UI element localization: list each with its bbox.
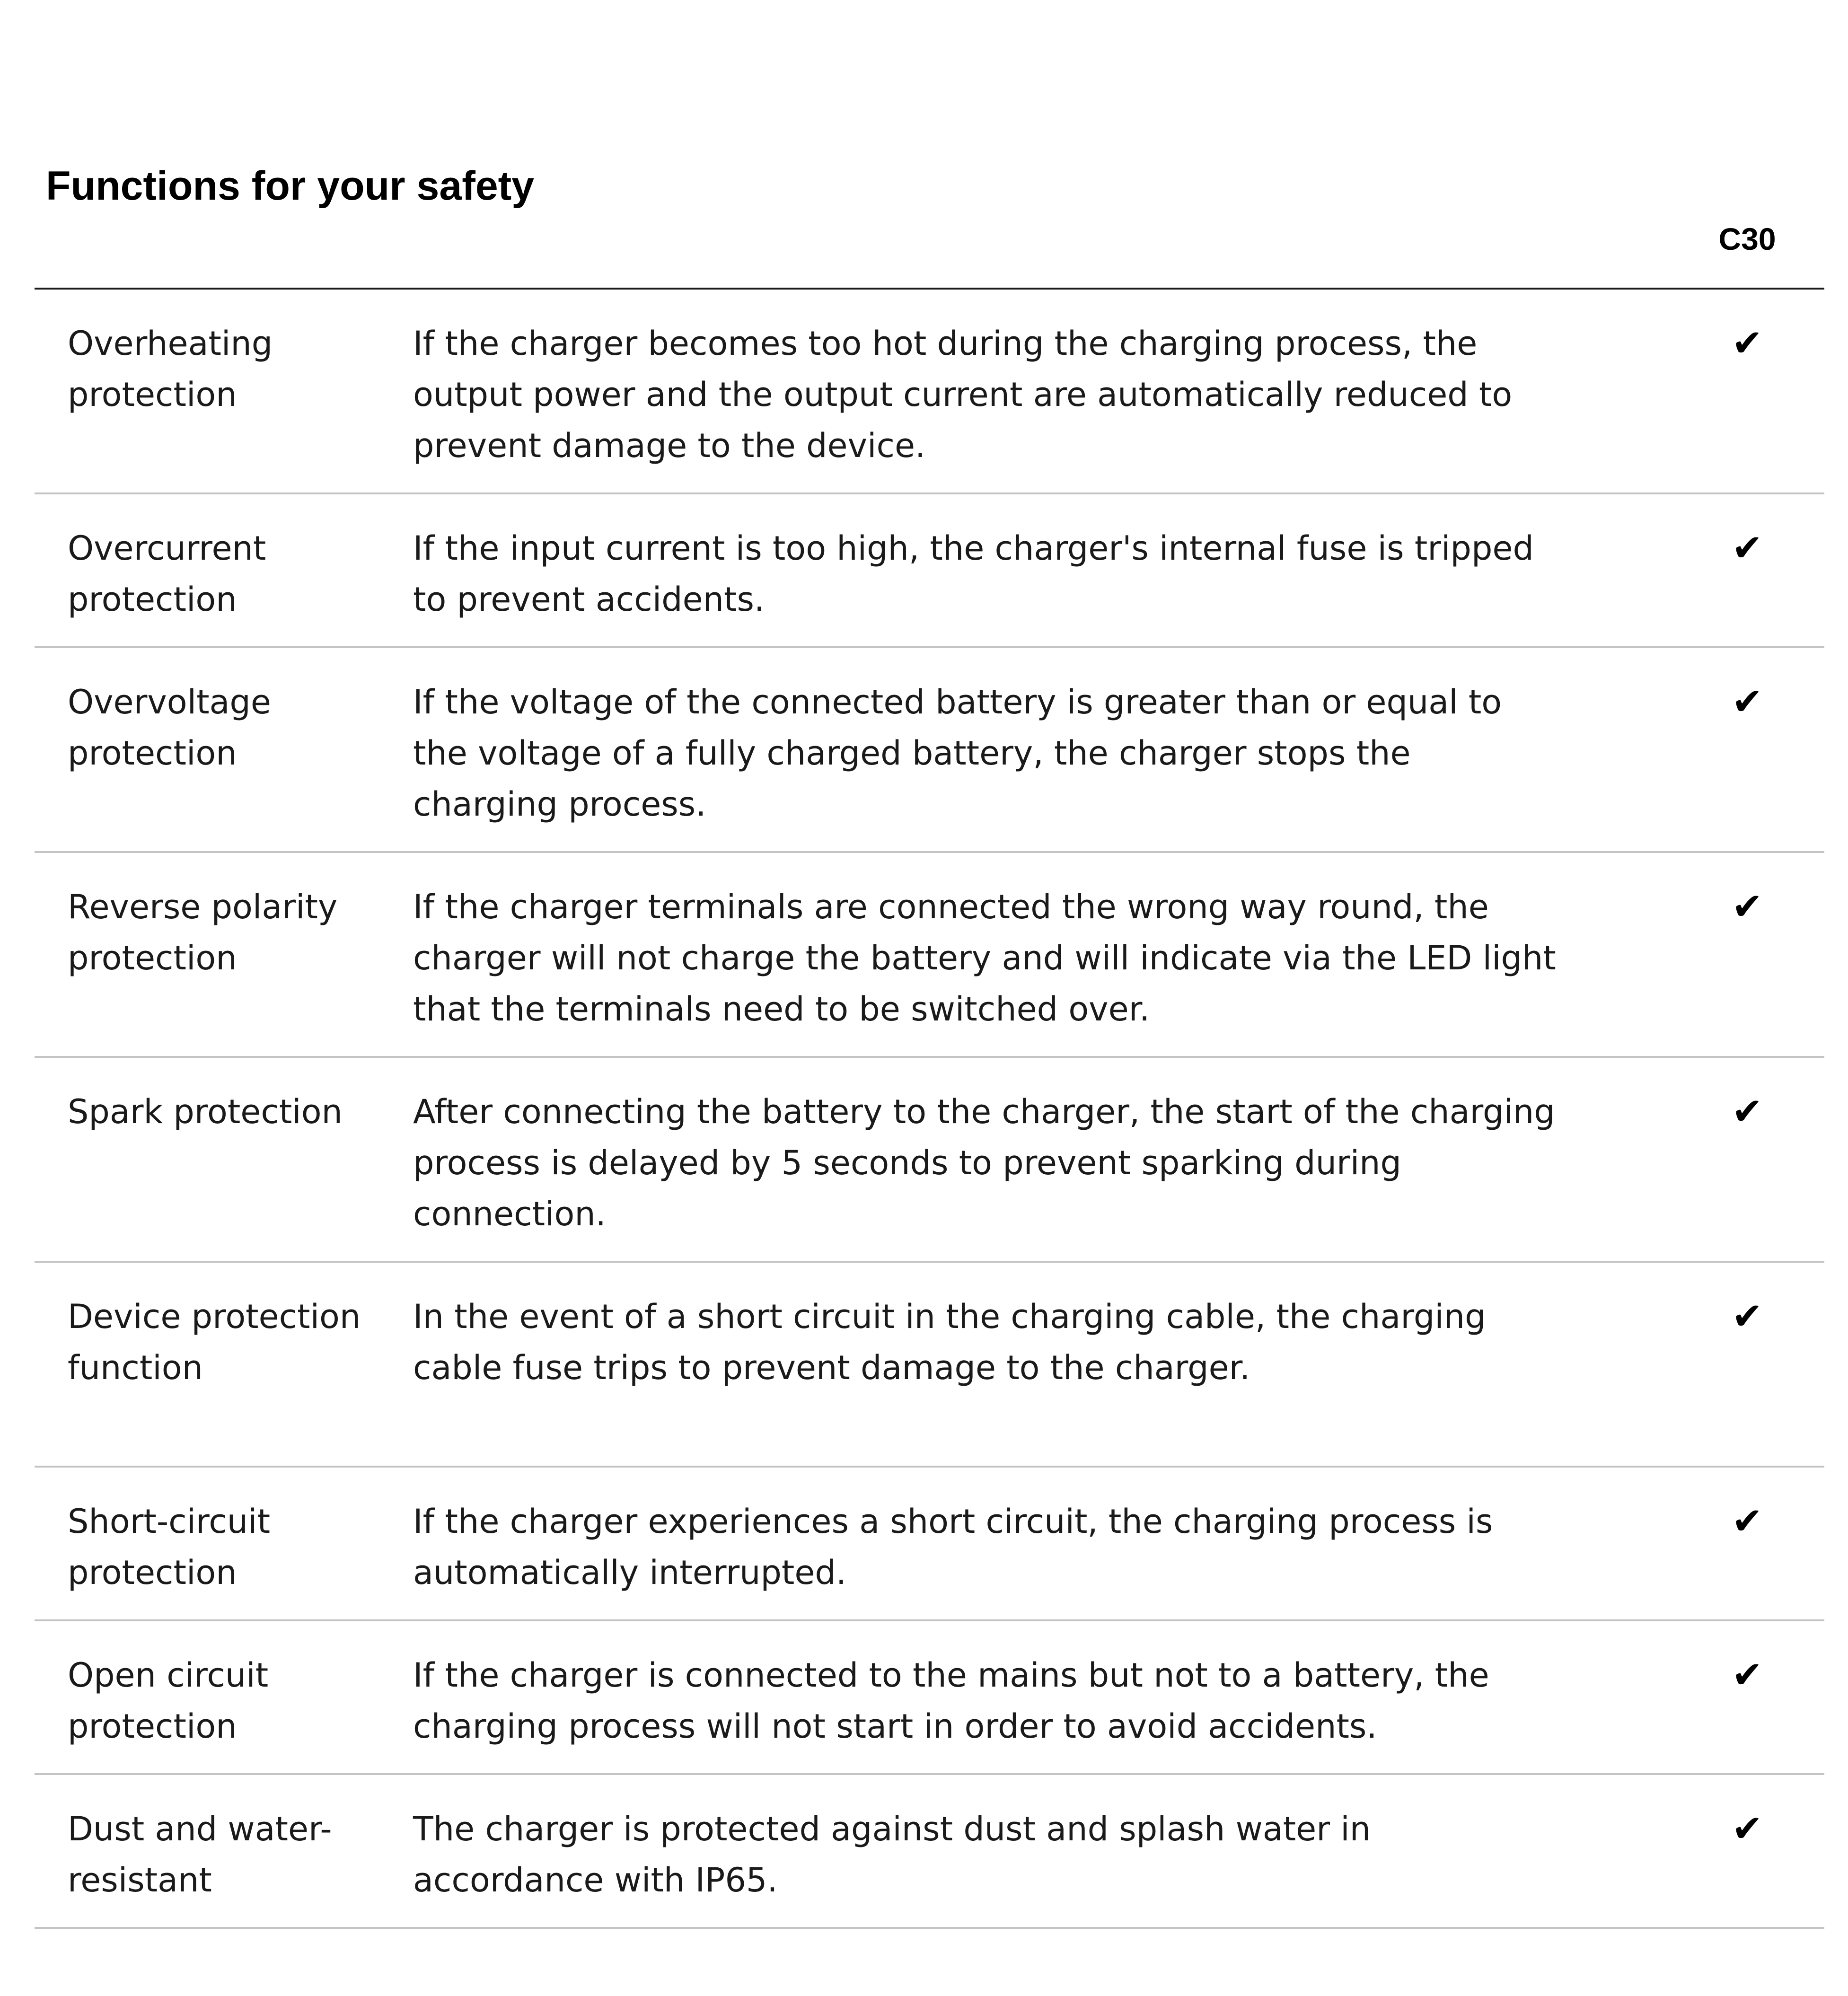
function-description: The charger is protected against dust and splash water in accordance with IP65. [413, 1810, 1371, 1899]
checkmark-icon: ✔ [1732, 1090, 1763, 1133]
function-description: If the charger becomes too hot during the charging process, the output power and the output current are automatically reduced to prevent damage to the device. [413, 324, 1513, 465]
checkmark-icon: ✔ [1732, 527, 1763, 570]
checkmark-icon: ✔ [1732, 886, 1763, 928]
function-description: In the event of a short circuit in the charging cable, the charging cable fuse trips to prevent damage to the charger. [413, 1297, 1486, 1387]
function-name: Device protection function [68, 1297, 361, 1387]
function-name: Spark protection [68, 1092, 343, 1131]
table-row [35, 1621, 1824, 1775]
table-row [35, 648, 1824, 853]
checkmark-icon: ✔ [1732, 322, 1763, 365]
page-title: Functions for your safety [46, 163, 535, 209]
table-row [35, 494, 1824, 648]
function-name: Reverse polarity protection [68, 888, 338, 977]
table-row [35, 1775, 1824, 1929]
table-row [35, 853, 1824, 1058]
function-description: If the charger is connected to the mains but not to a battery, the charging process will not start in order to avoid accidents. [413, 1656, 1489, 1746]
function-description: After connecting the battery to the charger, the start of the charging process is delayed by 5 seconds to prevent sparking during connection. [413, 1092, 1555, 1233]
checkmark-icon: ✔ [1732, 1808, 1763, 1850]
checkmark-icon: ✔ [1732, 1500, 1763, 1543]
checkmark-icon: ✔ [1732, 681, 1763, 723]
function-name: Overheating protection [68, 324, 273, 414]
safety-functions-table [35, 290, 1824, 1929]
checkmark-icon: ✔ [1732, 1654, 1763, 1697]
function-description: If the charger terminals are connected the wrong way round, the charger will not charge the battery and will indicate via the LED light that the terminals need to be switched over. [413, 888, 1556, 1029]
function-name: Short-circuit protection [68, 1502, 271, 1592]
function-name: Open circuit protection [68, 1656, 269, 1746]
function-name: Overvoltage protection [68, 683, 271, 773]
function-description: If the charger experiences a short circuit, the charging process is automatically interrupted. [413, 1502, 1493, 1592]
checkmark-icon: ✔ [1732, 1295, 1763, 1338]
table-row [35, 1058, 1824, 1263]
function-description: If the voltage of the connected battery is greater than or equal to the voltage of a fully charged battery, the charger stops the charging process. [413, 683, 1502, 824]
table-row [35, 1468, 1824, 1621]
function-description: If the input current is too high, the charger's internal fuse is tripped to prevent accidents. [413, 529, 1534, 619]
column-header-c30: C30 [1718, 221, 1776, 256]
table-row [35, 290, 1824, 494]
function-name: Dust and water-resistant [68, 1810, 332, 1899]
table-row [35, 1263, 1824, 1468]
function-name: Overcurrent protection [68, 529, 266, 619]
